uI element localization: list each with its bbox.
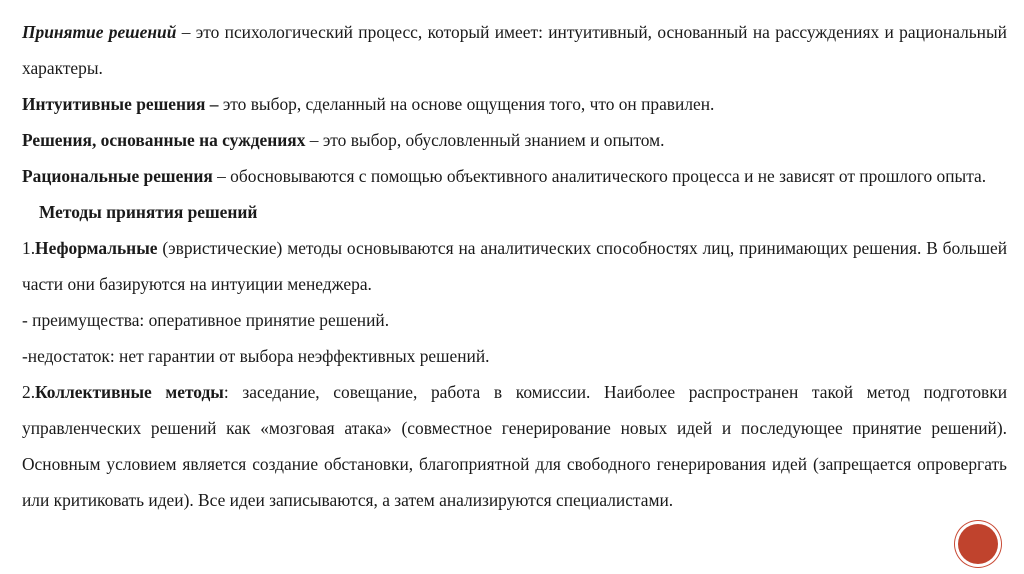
document-body <box>22 14 1007 518</box>
paragraph-collective-methods <box>22 374 1007 518</box>
paragraph-intuitive-decisions <box>22 86 1007 122</box>
paragraph-judgment-decisions <box>22 122 1007 158</box>
definition-decision-making: – это психологический процесс, который имеет: интуитивный, основанный на рассуждениях и рациональный характеры. <box>22 22 1007 78</box>
term-intuitive-decisions: Интуитивные решения – <box>22 94 219 114</box>
paragraph-informal-methods <box>22 230 1007 302</box>
term-collective-methods: Коллективные методы <box>35 382 224 402</box>
term-rational-decisions: Рациональные решения <box>22 166 213 186</box>
definition-collective-methods: : заседание, совещание, работа в комиссии. Наиболее распространен такой метод подготовки управленческих решений как «мозговая атака» (совместное генерирование новых идей и последующее принятие решений). Основным условием является создание обстановки, благоприятной для свободного генерирования идей (запрещается опровергать или критиковать идеи). Все идеи записываются, а затем анализируются специалистами. <box>22 382 1008 510</box>
paragraph-informal-disadvantages: -недостаток: нет гарантии от выбора неэффективных решений. <box>22 346 490 366</box>
definition-rational-decisions: – обосновываются с помощью объективного аналитического процесса и не зависят от прошлого опыта. <box>212 166 987 186</box>
paragraph-rational-decisions <box>22 158 1007 194</box>
term-decision-making: Принятие решений <box>22 22 177 42</box>
definition-informal-methods: (эвристические) методы основываются на аналитических способностях лиц, принимающих решения. В большей части они базируются на интуиции менеджера. <box>22 238 1007 294</box>
term-informal-methods: Неформальные <box>35 238 158 258</box>
item-number-2: 2. <box>22 382 36 402</box>
item-number-1: 1. <box>22 238 36 258</box>
definition-judgment-decisions: – это выбор, обусловленный знанием и опытом. <box>305 130 665 150</box>
decorative-circle-icon <box>958 524 998 564</box>
term-judgment-decisions: Решения, основанные на суждениях <box>22 130 306 150</box>
definition-intuitive-decisions: это выбор, сделанный на основе ощущения того, что он правилен. <box>218 94 715 114</box>
section-heading-methods: Методы принятия решений <box>39 202 258 222</box>
paragraph-informal-advantages: - преимущества: оперативное принятие решений. <box>22 310 390 330</box>
paragraph-decision-making <box>22 14 1007 86</box>
